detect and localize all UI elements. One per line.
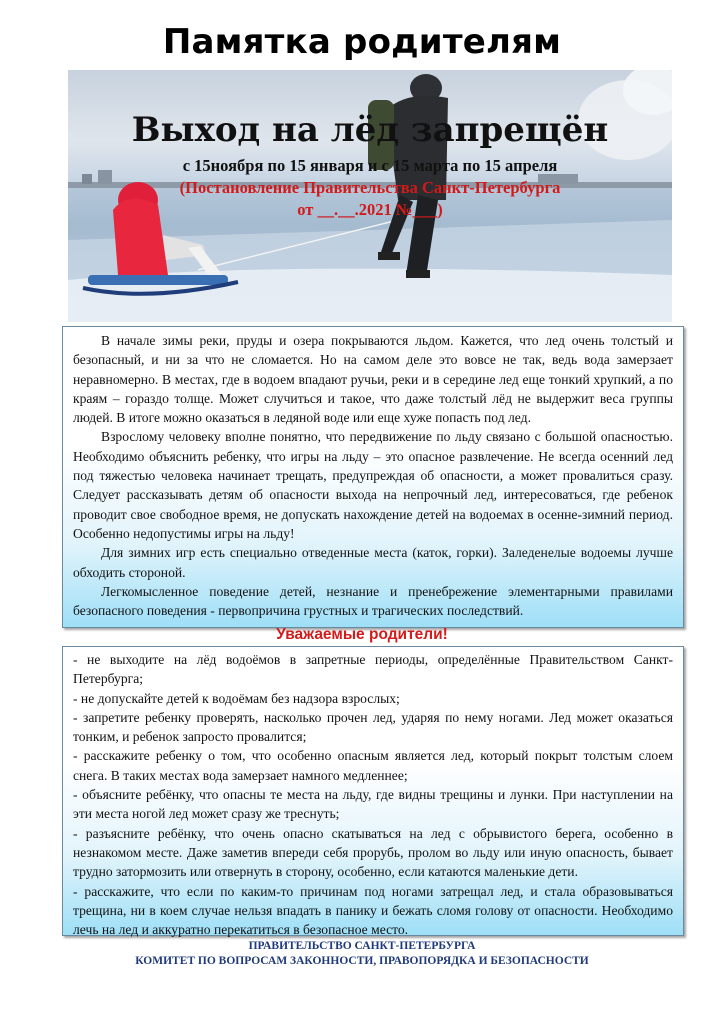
advice-item: - разъясните ребёнку, что очень опасно скатываться на лед с обрывистого берега, особенно в незнакомом месте. Даже заметив впереди себя прорубь, пролом во льду или иную опасность, бывает трудно затормозить или отвернуть в сторону, особенно, если катаются маленькие дети. (73, 825, 673, 880)
intro-paragraph: В начале зимы реки, пруды и озера покрываются льдом. Кажется, что лед очень толстый и безопасный, и ни за что не сломается. Но на самом деле это вовсе не так, ведь вода замерзает неравномерно. В местах, где в водоем впадают ручьи, реки и в середине лед еще тонкий хрупкий, а по краям – гораздо толще. Может случиться и такое, что даже толстый лёд не выдержит веса группы людей. В итоге можно оказаться в ледяной воде или еще хуже попасть под лед. (73, 333, 673, 426)
footer-government: ПРАВИТЕЛЬСТВО САНКТ-ПЕТЕРБУРГА (248, 940, 476, 952)
advice-item: - расскажите, что если по каким-то причинам под ногами затрещал лед, и стала образовываться трещина, ни в коем случае нельзя впадать в панику и бежать сломя голову от опасности. Необходимо лечь на лед и аккуратно перекатиться в безопасное место. (73, 883, 673, 938)
footer-committee: КОМИТЕТ ПО ВОПРОСАМ ЗАКОННОСТИ, ПРАВОПОРЯДКА И БЕЗОПАСНОСТИ (135, 955, 589, 967)
subheading: Уважаемые родители! (276, 626, 448, 643)
banner-decree: (Постановление Правительства Санкт-Петербурга (179, 178, 561, 197)
advice-item: - расскажите ребенку о том, что особенно опасным является лед, который покрыт толстым слоем снега. В таких местах вода замерзает намного медленнее; (73, 748, 673, 783)
intro-text-box (62, 326, 684, 628)
advice-item: - не допускайте детей к водоёмам без надзора взрослых; (73, 690, 400, 706)
advice-item: - не выходите на лёд водоёмов в запретные периоды, определённые Правительством Санкт-Петербурга; (73, 652, 673, 687)
intro-paragraph: Для зимних игр есть специально отведенные места (каток, горки). Заледенелые водоемы лучше обходить стороной. (73, 545, 673, 580)
banner-headline: Выход на лёд запрещён (131, 110, 609, 150)
banner-decree-ref: от __.__.2021 №___) (297, 200, 443, 219)
advice-item: - объясните ребёнку, что опасны те места на льду, где видны трещины и лунки. При наступлении на эти места ногой лед может сразу же треснуть; (73, 787, 673, 822)
advice-item: - запретите ребенку проверять, насколько прочен лед, ударяя по нему ногами. Лед может оказаться тонким, и ребенок запросто провалится; (73, 709, 673, 745)
banner-photo (68, 70, 672, 322)
advice-list-box (62, 646, 684, 936)
page-title: Памятка родителям (162, 22, 562, 62)
banner-dates: с 15ноября по 15 января и с 15 марта по 15 апреля (182, 156, 558, 175)
intro-paragraph: Легкомысленное поведение детей, незнание и пренебрежение элементарными правилами безопасного поведения - первопричина грустных и трагических последствий. (73, 583, 673, 619)
intro-paragraph: Взрослому человеку вполне понятно, что передвижение по льду связано с большой опасностью. Необходимо объяснить ребенку, что игры на льду – это опасное развлечение. Не всегда осенний лед под тяжестью человека начинает трещать, предупреждая об опасности, а может провалиться сразу. Следует рассказывать детям об опасности выхода на непрочный лед, интересоваться, где ребенок проводит свое свободное время, не допускать нахождение детей на водоемах в осенне-зимний период. Особенно недопустимы игры на льду! (73, 429, 673, 541)
